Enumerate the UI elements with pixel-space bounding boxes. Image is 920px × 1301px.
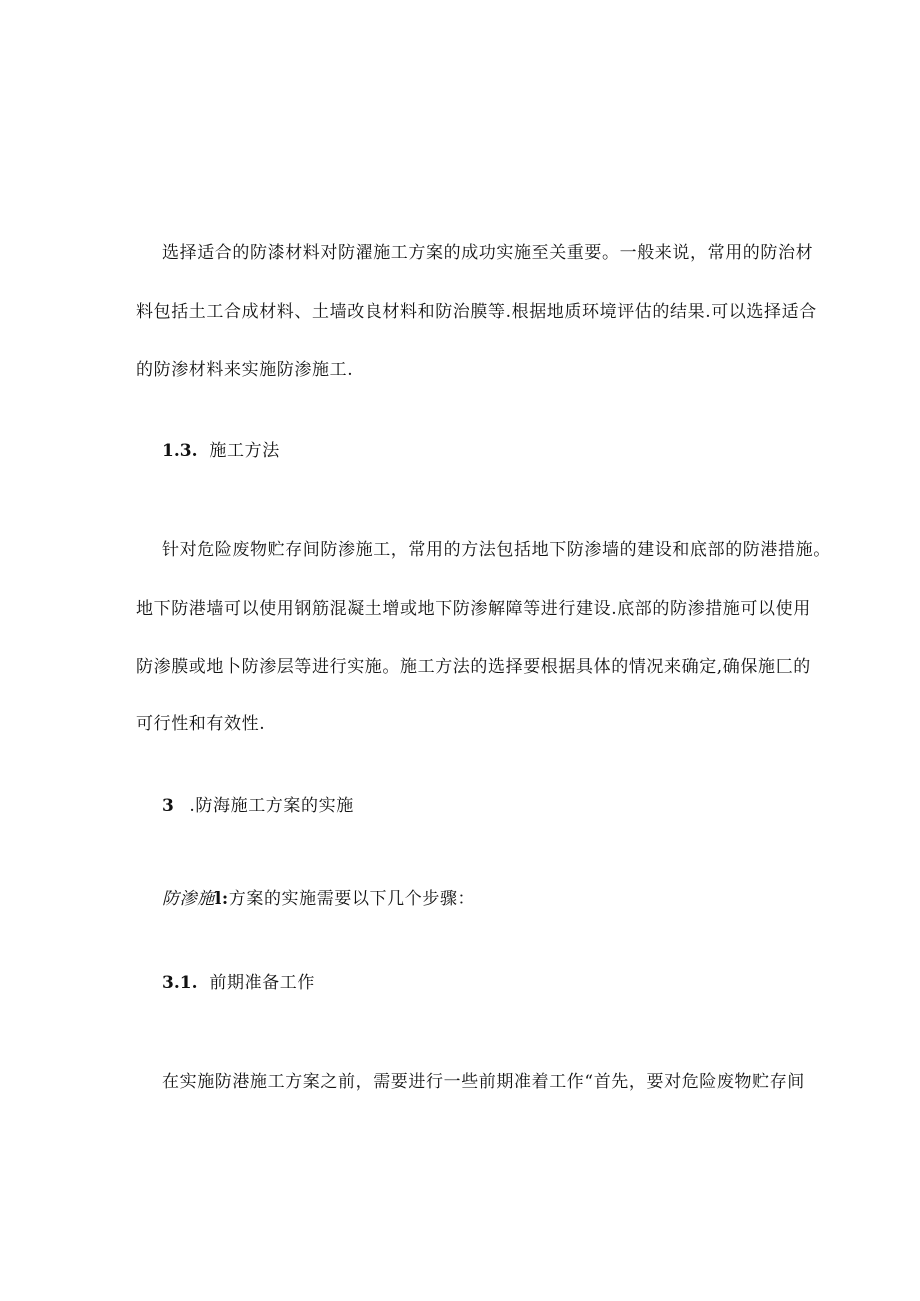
section-title: 施工方法	[209, 441, 280, 461]
section-heading-1-3	[162, 440, 280, 462]
section-number: 3.1.	[162, 973, 198, 993]
intro-rest-text: 方案的实施需要以下几个步骤：	[228, 889, 476, 909]
intro-italic-text: 防渗施	[162, 889, 215, 909]
paragraph-3-line-1: 在实施防港施工方案之前，需要进行一些前期准着工作“首先，要对危险废物贮存间	[162, 1072, 805, 1092]
intro-bold-text: l:	[214, 889, 229, 909]
paragraph-1-line-3: 的防渗材料来实施防渗施工.	[136, 360, 354, 380]
section-title: 前期准备工作	[209, 973, 316, 993]
section-title: .防海施工方案的实施	[189, 796, 354, 816]
paragraph-2-line-4: 可行性和有效性.	[136, 714, 266, 734]
steps-intro	[162, 888, 475, 910]
paragraph-1-line-1: 选择适合的防漆材料对防濯施工方案的成功实施至关重要。一般来说，常用的防治材	[162, 243, 814, 263]
paragraph-2-line-2: 地下防港墙可以使用钢筋混凝土增或地下防渗解障等进行建设.底部的防渗措施可以使用	[136, 599, 811, 619]
section-heading-3	[162, 795, 354, 817]
paragraph-1-line-2: 料包括土工合成材料、土墙改良材料和防治膜等.根据地质环境评估的结果.可以选择适合	[136, 302, 817, 322]
paragraph-2-line-1: 针对危险废物贮存间防渗施工，常用的方法包括地下防渗墙的建设和底部的防港措施。	[162, 540, 831, 560]
paragraph-2-line-3: 防渗膜或地卜防渗层等进行实施。施工方法的选择要根据具体的情况来确定,确保施匚的	[136, 657, 811, 677]
section-number: 1.3.	[162, 441, 198, 461]
section-heading-3-1	[162, 972, 315, 994]
section-number: 3	[162, 796, 174, 816]
